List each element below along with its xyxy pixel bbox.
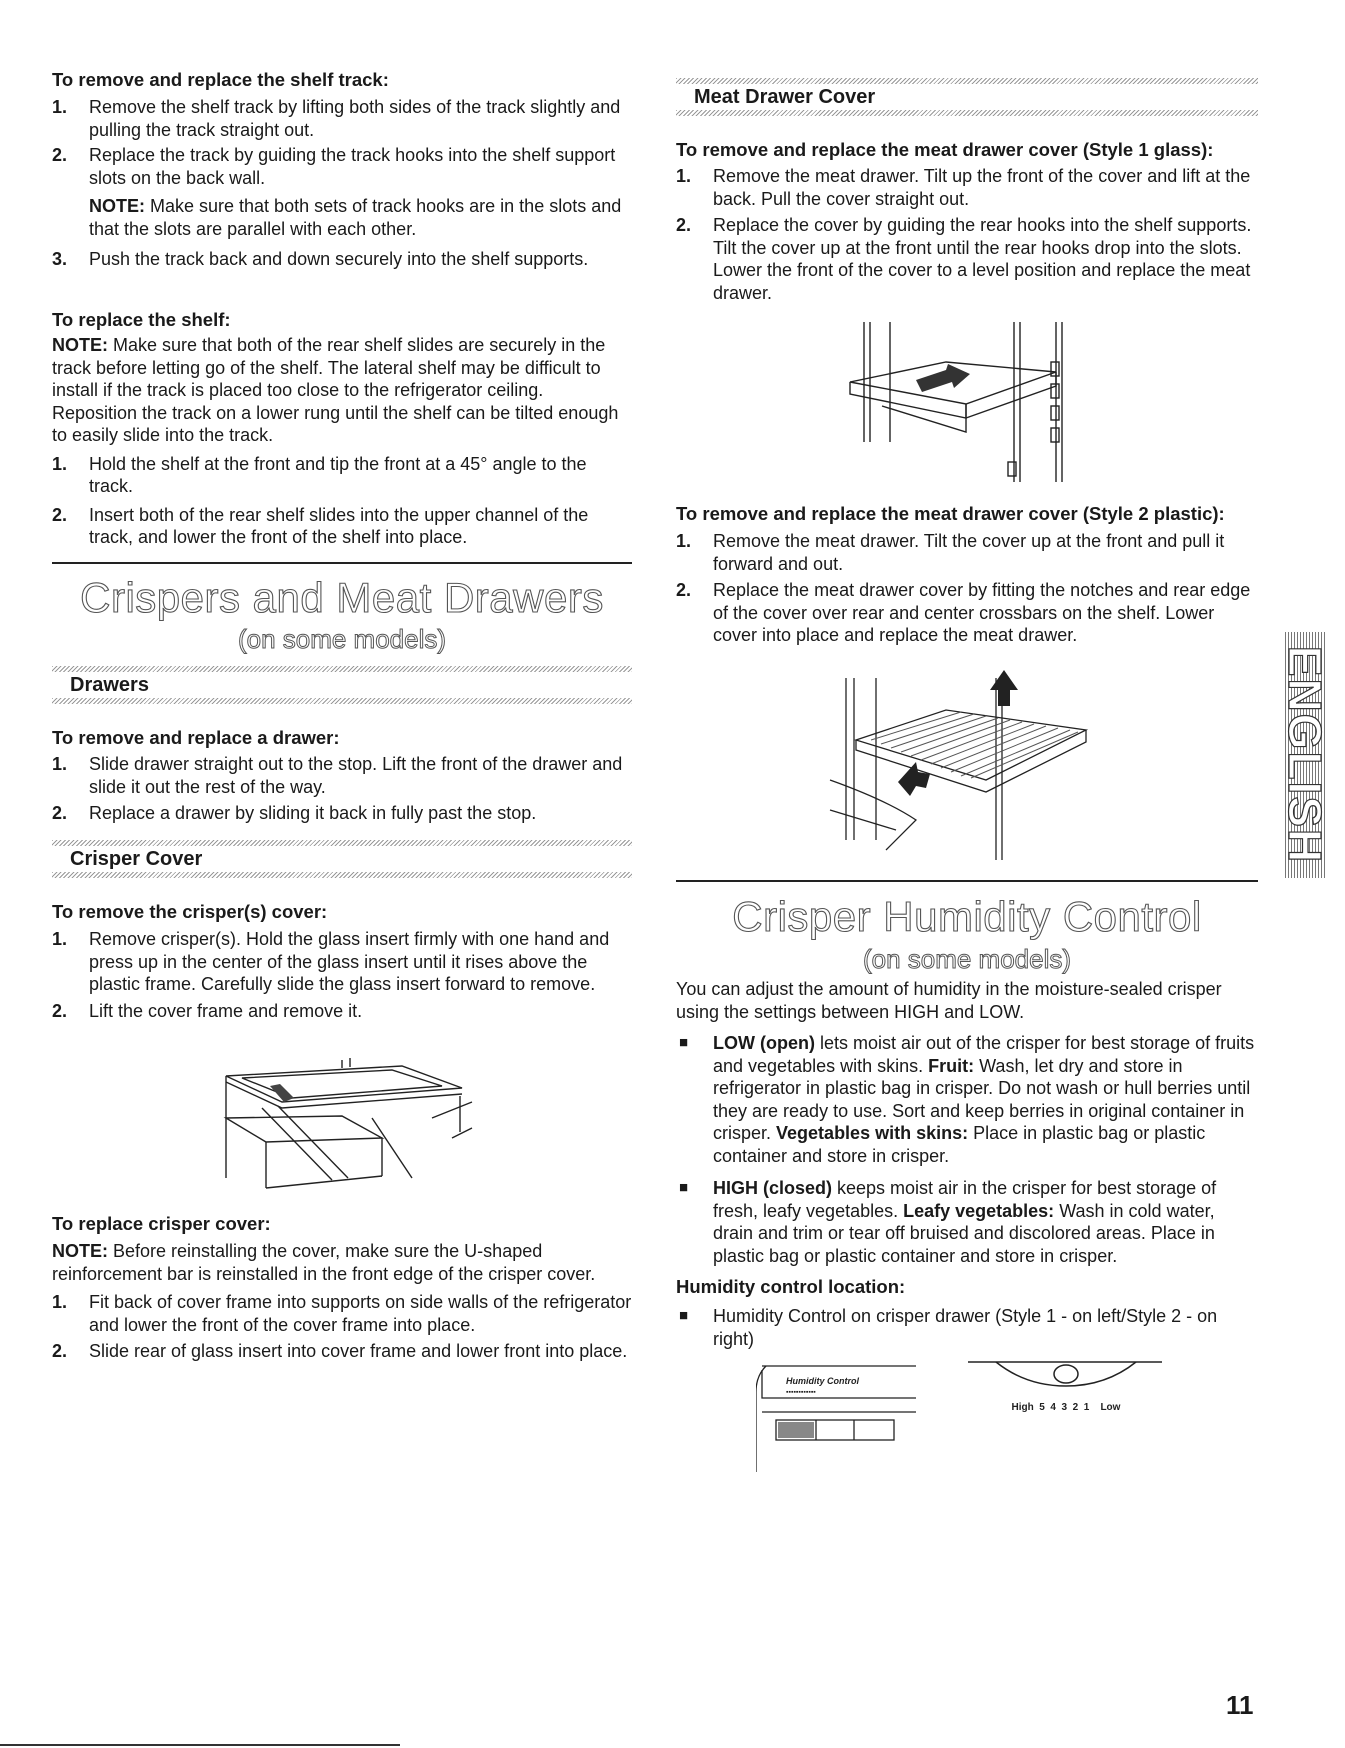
- list-item: 1. Remove the meat drawer. Tilt up the front of the cover and lift at the back. Pull the cover straight out.: [676, 166, 1251, 209]
- note: NOTE: Make sure that both sets of track hooks are in the slots and that the slots are parallel with each other.: [89, 196, 622, 239]
- note: NOTE: Before reinstalling the cover, make sure the U-shaped reinforcement bar is reinstalled in the front edge of the crisper cover.: [52, 1241, 596, 1284]
- replace-shelf-body: [52, 334, 632, 549]
- side-tab-label: ENGLISH: [1279, 645, 1331, 865]
- humidity-location-heading: Humidity control location:: [676, 1276, 906, 1297]
- drawers-title: Drawers: [70, 674, 149, 696]
- meat-cover-title-bar: [676, 78, 1258, 116]
- note: NOTE: Make sure that both of the rear shelf slides are securely in the track before letting go of the shelf. The lateral shelf may be difficult to install if the track is placed too close to the refrigerator ceiling. Reposition the track on a lower rung until the shelf can be tilted enough to easily slide into the track.: [52, 335, 619, 445]
- list-item: 1. Remove crisper(s). Hold the glass insert firmly with one hand and press up in the center of the glass insert until it rises above the plastic frame. Carefully slide the glass insert forward to remove.: [52, 929, 610, 994]
- meat-cover-steps-2: [676, 530, 1258, 647]
- meat-cover-heading-1: To remove and replace the meat drawer cover (Style 1 glass):: [676, 139, 1214, 160]
- list-item: 1. Slide drawer straight out to the stop. Lift the front of the drawer and slide it out the rest of the way.: [52, 754, 623, 797]
- list-item: 2. Replace the track by guiding the track hooks into the shelf support slots on the back wall.: [52, 145, 616, 188]
- list-item: 1. Hold the shelf at the front and tip the front at a 45° angle to the track.: [52, 453, 587, 496]
- list-item: 2. Lift the cover frame and remove it.: [52, 1000, 363, 1021]
- section-divider: [52, 562, 632, 564]
- humidity-control-slider-illustration: [756, 1362, 936, 1472]
- slider-scale-icon: ▪▪▪▪▪▪▪▪▪▪▪▪: [786, 1389, 816, 1396]
- list-item: 1. Remove the meat drawer. Tilt the cover up at the front and pull it forward and out.: [676, 531, 1225, 574]
- crisper-cover-illustration: [222, 1058, 482, 1198]
- meat-cover-title: Meat Drawer Cover: [694, 86, 876, 108]
- meat-drawer-plastic-illustration: [826, 670, 1096, 860]
- shelf-track-heading: To remove and replace the shelf track:: [52, 69, 389, 90]
- list-item: 1. Fit back of cover frame into supports on side walls of the refrigerator and lower the front of the cover frame into place.: [52, 1292, 632, 1335]
- humidity-dial-scale: High 5 4 3 2 1 Low: [1011, 1402, 1121, 1413]
- crisper-remove-steps: [52, 928, 632, 1022]
- shelf-track-steps: [52, 96, 632, 271]
- crisper-cover-title: Crisper Cover: [70, 848, 203, 870]
- list-item: 2. Slide rear of glass insert into cover frame and lower front into place.: [52, 1341, 628, 1361]
- crisper-remove-heading: To remove the crisper(s) cover:: [52, 901, 328, 922]
- scan-edge-line: [0, 1744, 400, 1746]
- humidity-intro: You can adjust the amount of humidity in the moisture-sealed crisper using the settings between HIGH and LOW.: [676, 979, 1222, 1022]
- humidity-body: [676, 978, 1258, 1350]
- list-item-high: ■ HIGH (closed) keeps moist air in the crisper for best storage of fresh, leafy vegetables. Leafy vegetables: Wash in cold water, drain and trim or tear off bruised and discolored areas. Place in plastic bag or plastic container and store in crisper.: [679, 1178, 1217, 1266]
- crisper-replace-body: [52, 1240, 632, 1363]
- humidity-control-label: Humidity Control: [786, 1376, 859, 1386]
- humidity-section-title: Crisper Humidity Control: [732, 893, 1202, 940]
- list-item: 2. Insert both of the rear shelf slides into the upper channel of the track, and lower the front of the shelf into place.: [52, 504, 589, 547]
- list-item-low: ■ LOW (open) lets moist air out of the crisper for best storage of fruits and vegetables with skins. Fruit: Wash, let dry and store in refrigerator in plastic bag in crisper. Do not wash or hull berries until they are ready to use. Sort and keep berries in original container in crisper. Vegetables with skins: Place in plastic bag or plastic container and store in crisper.: [679, 1033, 1255, 1166]
- list-item: 2. Replace the meat drawer cover by fitting the notches and rear edge of the cover over rear and center crossbars on the shelf. Lower cover into place and replace the meat drawer.: [676, 580, 1251, 645]
- humidity-section-subtitle: (on some models): [862, 944, 1072, 974]
- page-number: 11: [1226, 1690, 1254, 1720]
- drawers-steps: [52, 753, 632, 825]
- meat-drawer-glass-illustration: [846, 322, 1086, 482]
- crisper-cover-title-bar: [52, 840, 632, 878]
- list-item: 1. Remove the shelf track by lifting both sides of the track slightly and pulling the track straight out.: [52, 97, 621, 140]
- list-item: 2. Replace the cover by guiding the rear hooks into the shelf supports. Tilt the cover up at the front until the rear hooks drop into the slots. Lower the front of the cover to a level position and replace the meat drawer.: [676, 215, 1252, 303]
- section-divider: [676, 880, 1258, 882]
- section-title: Crispers and Meat Drawers: [80, 574, 604, 621]
- meat-cover-heading-2: To remove and replace the meat drawer cover (Style 2 plastic):: [676, 503, 1225, 524]
- humidity-control-dial-illustration: [966, 1358, 1166, 1418]
- drawers-title-bar: [52, 666, 632, 704]
- language-side-tab: [1279, 632, 1331, 878]
- meat-cover-steps-1: [676, 165, 1258, 304]
- section-subtitle: (on some models): [237, 624, 447, 654]
- crisper-replace-heading: To replace crisper cover:: [52, 1213, 271, 1234]
- replace-shelf-heading: To replace the shelf:: [52, 309, 231, 330]
- list-item: 2. Replace a drawer by sliding it back in fully past the stop.: [52, 803, 537, 823]
- list-item-location: ■ Humidity Control on crisper drawer (Style 1 - on left/Style 2 - on right): [679, 1306, 1218, 1349]
- drawers-heading: To remove and replace a drawer:: [52, 727, 340, 748]
- list-item: 3. Push the track back and down securely into the shelf supports.: [52, 249, 589, 269]
